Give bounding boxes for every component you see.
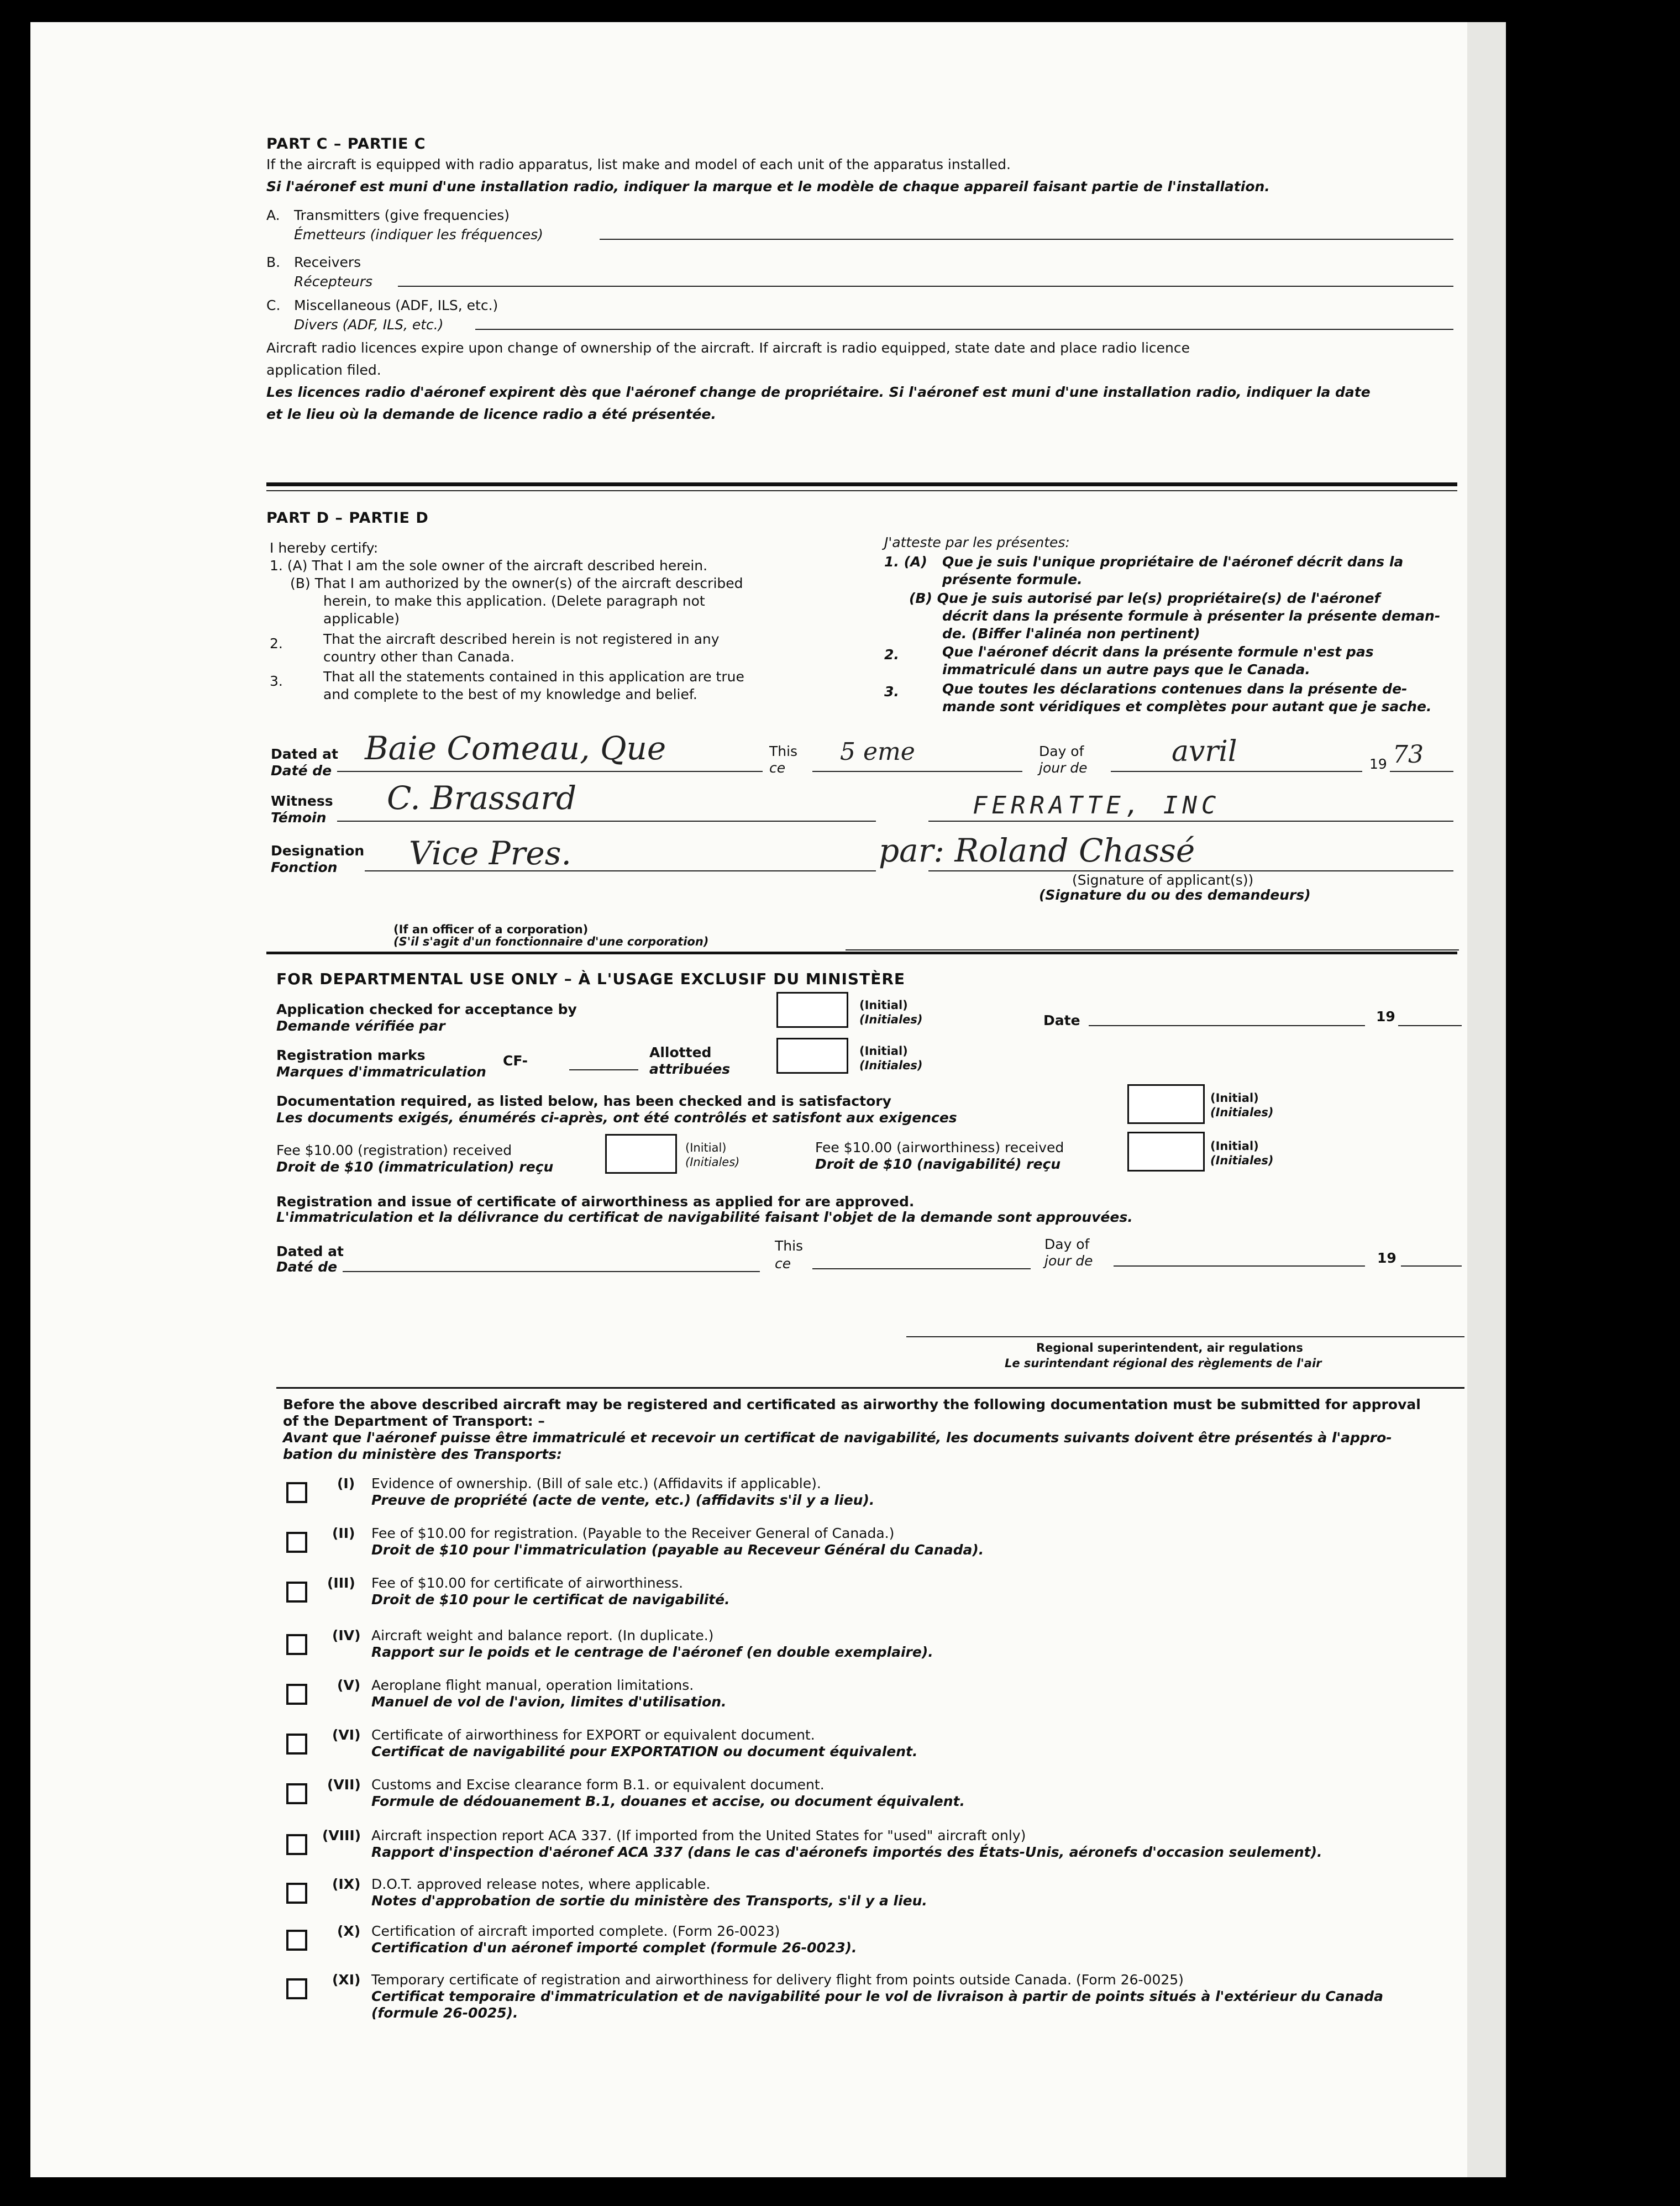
certify-fr-num-1: 1. (A) bbox=[884, 554, 927, 570]
dept-this-label-fr: ce bbox=[775, 1256, 791, 1272]
docs-intro-en-2: of the Department of Transport: – bbox=[283, 1413, 545, 1429]
doc-item-number: (IV) bbox=[332, 1627, 361, 1643]
doc-item-label-fr: Preuve de propriété (acte de vente, etc.) (affidavits s'il y a lieu). bbox=[371, 1492, 875, 1508]
date-label: Date bbox=[1043, 1012, 1080, 1028]
reg-marks-label-fr: Marques d'immatriculation bbox=[276, 1064, 486, 1080]
dept-year-field-2[interactable] bbox=[1401, 1265, 1462, 1267]
year-prefix: 19 bbox=[1369, 756, 1387, 772]
dept-dated-field[interactable] bbox=[343, 1271, 760, 1272]
corporation-divider bbox=[846, 949, 1459, 950]
initial-label-fr-3: (Initiales) bbox=[1210, 1106, 1274, 1119]
officer-note-en: (If an officer of a corporation) bbox=[393, 923, 589, 936]
doc-item-number: (III) bbox=[327, 1575, 355, 1591]
dept-year-prefix-2: 19 bbox=[1377, 1250, 1397, 1266]
certify-fr-7: immatriculé dans un autre pays que le Canada. bbox=[942, 661, 1310, 677]
doc-item-checkbox[interactable] bbox=[286, 1930, 307, 1951]
transmitters-field[interactable] bbox=[600, 239, 1453, 240]
officer-note-fr: (S'il s'agit d'un fonctionnaire d'une corporation) bbox=[393, 935, 709, 948]
month-value: avril bbox=[1172, 735, 1237, 768]
app-checked-label-fr: Demande vérifiée par bbox=[276, 1018, 445, 1034]
dept-dated-label-en: Dated at bbox=[276, 1243, 344, 1259]
misc-field[interactable] bbox=[475, 329, 1453, 330]
certify-fr-num-3: 3. bbox=[884, 684, 899, 700]
licence-note-fr-1: Les licences radio d'aéronef expirent dès que l'aéronef change de propriétaire. Si l'aéronef est muni d'une installation radio, indiquer la date bbox=[266, 384, 1371, 400]
doc-req-label-fr: Les documents exigés, énumérés ci-après, ont été contrôlés et satisfont aux exigences bbox=[276, 1110, 957, 1126]
doc-item-number: (VII) bbox=[327, 1777, 361, 1793]
year-field[interactable] bbox=[1390, 771, 1453, 772]
doc-item-label-en: Customs and Excise clearance form B.1. or equivalent document. bbox=[371, 1777, 825, 1793]
certify-en-8: and complete to the best of my knowledge and belief. bbox=[323, 686, 697, 702]
docs-intro-en-1: Before the above described aircraft may be registered and certificated as airworthy the following documentation must be submitted for approval bbox=[283, 1396, 1421, 1412]
transmitters-label-fr: Émetteurs (indiquer les fréquences) bbox=[294, 227, 543, 243]
licence-note-en-2: application filed. bbox=[266, 362, 381, 378]
doc-item-label-fr: Manuel de vol de l'avion, limites d'utilisation. bbox=[371, 1694, 727, 1710]
misc-label-en: Miscellaneous (ADF, ILS, etc.) bbox=[294, 297, 498, 313]
witness-field[interactable] bbox=[337, 821, 876, 822]
reg-marks-label-en: Registration marks bbox=[276, 1047, 426, 1063]
doc-item-number: (IX) bbox=[332, 1876, 361, 1892]
certify-fr-4: décrit dans la présente formule à présenter la présente deman- bbox=[942, 608, 1441, 624]
doc-item-label-en: Evidence of ownership. (Bill of sale etc.) (Affidavits if applicable). bbox=[371, 1475, 821, 1491]
certify-fr-1: Que je suis l'unique propriétaire de l'aéronef décrit dans la bbox=[942, 554, 1404, 570]
doc-item-label-fr: Notes d'approbation de sortie du ministère des Transports, s'il y a lieu. bbox=[371, 1893, 927, 1909]
dept-heading: FOR DEPARTMENTAL USE ONLY – À L'USAGE EXCLUSIF DU MINISTÈRE bbox=[276, 970, 906, 988]
doc-req-initial-box[interactable] bbox=[1127, 1084, 1205, 1124]
certify-en-0: I hereby certify: bbox=[270, 540, 379, 556]
app-checked-initial-box[interactable] bbox=[776, 992, 848, 1028]
licence-note-en-1: Aircraft radio licences expire upon change of ownership of the aircraft. If aircraft is radio equipped, state date and place radio licence bbox=[266, 340, 1190, 356]
fee-air-label-fr: Droit de $10 (navigabilité) reçu bbox=[815, 1156, 1061, 1172]
dept-dated-label-fr: Daté de bbox=[276, 1259, 338, 1275]
day-field[interactable] bbox=[812, 771, 1022, 772]
dept-month-field[interactable] bbox=[1114, 1265, 1365, 1267]
initial-label-fr-4: (Initiales) bbox=[685, 1155, 740, 1169]
certify-fr-0: J'atteste par les présentes: bbox=[884, 534, 1070, 550]
initial-label-en-4: (Initial) bbox=[685, 1141, 727, 1154]
doc-item-label-en: Fee of $10.00 for certificate of airworthiness. bbox=[371, 1575, 684, 1591]
signature-field[interactable] bbox=[928, 870, 1453, 871]
witness-label-fr: Témoin bbox=[271, 810, 327, 826]
dated-at-label-en: Dated at bbox=[271, 746, 338, 762]
doc-item-checkbox[interactable] bbox=[286, 1834, 307, 1855]
fee-reg-initial-box[interactable] bbox=[605, 1134, 677, 1174]
month-field[interactable] bbox=[1111, 771, 1362, 772]
part-c-intro-en: If the aircraft is equipped with radio apparatus, list make and model of each unit of the apparatus installed. bbox=[266, 156, 1011, 172]
designation-field[interactable] bbox=[365, 870, 876, 871]
certify-en-1: 1. (A) That I am the sole owner of the aircraft described herein. bbox=[270, 558, 708, 574]
doc-item-label-fr: Rapport sur le poids et le centrage de l'aéronef (en double exemplaire). bbox=[371, 1644, 933, 1660]
dated-at-label-fr: Daté de bbox=[271, 763, 332, 779]
docs-intro-fr-2: bation du ministère des Transports: bbox=[283, 1446, 562, 1462]
doc-item-label-fr: Droit de $10 pour l'immatriculation (payable au Receveur Général du Canada). bbox=[371, 1542, 984, 1558]
witness-value: C. Brassard bbox=[387, 779, 577, 817]
designation-label-en: Designation bbox=[271, 843, 365, 859]
dated-at-value: Baie Comeau, Que bbox=[365, 729, 666, 767]
superintendent-label-en: Regional superintendent, air regulations bbox=[1036, 1341, 1303, 1354]
doc-item-number: (XI) bbox=[332, 1972, 361, 1988]
designation-label-fr: Fonction bbox=[271, 859, 338, 875]
doc-item-label-en: Certificate of airworthiness for EXPORT or equivalent document. bbox=[371, 1727, 815, 1743]
section-divider-thin bbox=[266, 490, 1457, 491]
doc-item-label-fr: Formule de dédouanement B.1, douanes et accise, ou document équivalent. bbox=[371, 1793, 965, 1809]
app-checked-label-en: Application checked for acceptance by bbox=[276, 1001, 577, 1017]
dept-day-field[interactable] bbox=[812, 1268, 1031, 1269]
fee-air-initial-box[interactable] bbox=[1127, 1132, 1205, 1172]
certify-en-num-3: 3. bbox=[270, 673, 283, 689]
part-d-heading: PART D – PARTIE D bbox=[266, 510, 429, 527]
dept-year-prefix: 19 bbox=[1376, 1009, 1395, 1025]
initial-label-fr-1: (Initiales) bbox=[859, 1013, 923, 1026]
doc-item-label-fr: Certification d'un aéronef importé complet (formule 26-0023). bbox=[371, 1940, 857, 1956]
certify-en-7: That all the statements contained in this application are true bbox=[323, 669, 744, 685]
doc-req-label-en: Documentation required, as listed below, has been checked and is satisfactory bbox=[276, 1093, 891, 1109]
dept-year-field[interactable] bbox=[1398, 1025, 1462, 1026]
superintendent-signature-field[interactable] bbox=[906, 1336, 1464, 1337]
doc-item-label-en: D.O.T. approved release notes, where applicable. bbox=[371, 1876, 711, 1892]
approve-label-en: Registration and issue of certificate of airworthiness as applied for are approved. bbox=[276, 1194, 915, 1210]
doc-item-number: (I) bbox=[337, 1475, 355, 1491]
licence-note-fr-2: et le lieu où la demande de licence radio a été présentée. bbox=[266, 406, 716, 422]
receivers-label-en: Receivers bbox=[294, 254, 361, 270]
dept-date-field[interactable] bbox=[1089, 1025, 1365, 1026]
doc-item-checkbox[interactable] bbox=[286, 1582, 307, 1603]
certify-en-2: (B) That I am authorized by the owner(s) of the aircraft described bbox=[290, 575, 743, 591]
doc-item-label-en: Fee of $10.00 for registration. (Payable to the Receiver General of Canada.) bbox=[371, 1525, 895, 1541]
signature-label-fr: (Signature du ou des demandeurs) bbox=[1039, 887, 1311, 903]
page-edge bbox=[1467, 22, 1506, 2177]
fee-air-label-en: Fee $10.00 (airworthiness) received bbox=[815, 1139, 1064, 1155]
certify-fr-2: présente formule. bbox=[942, 571, 1083, 587]
section-divider bbox=[266, 482, 1457, 486]
initial-label-fr-2: (Initiales) bbox=[859, 1059, 923, 1072]
certify-fr-5: de. (Biffer l'alinéa non pertinent) bbox=[942, 626, 1200, 642]
doc-item-label-fr: Certificat temporaire d'immatriculation et de navigabilité pour le vol de livraison à partir de points situés à l'extérieur du Canada bbox=[371, 1988, 1384, 2004]
doc-item-label-fr: Rapport d'inspection d'aéronef ACA 337 (dans le cas d'aéronefs importés des États-Unis, aéronefs d'occasion seulement). bbox=[371, 1844, 1322, 1860]
item-letter-c: C. bbox=[266, 297, 281, 313]
part-c-heading: PART C – PARTIE C bbox=[266, 135, 426, 153]
certify-en-3: herein, to make this application. (Delete paragraph not bbox=[323, 593, 705, 609]
certify-en-6: country other than Canada. bbox=[323, 649, 514, 665]
reg-marks-initial-box[interactable] bbox=[776, 1038, 848, 1074]
allotted-label-en: Allotted bbox=[649, 1044, 712, 1060]
day-value: 5 eme bbox=[840, 738, 915, 766]
company-field[interactable] bbox=[928, 821, 1453, 822]
day-of-label-en: Day of bbox=[1039, 743, 1084, 759]
dated-at-field[interactable] bbox=[337, 771, 763, 772]
doc-item-label-en: Aircraft inspection report ACA 337. (If imported from the United States for "used" aircraft only) bbox=[371, 1827, 1026, 1843]
doc-item-label-en: Temporary certificate of registration and airworthiness for delivery flight from points outside Canada. (Form 26-0025) bbox=[371, 1972, 1184, 1988]
doc-item-label-en: Aircraft weight and balance report. (In duplicate.) bbox=[371, 1627, 714, 1643]
doc-item-label-fr: Droit de $10 pour le certificat de navigabilité. bbox=[371, 1592, 730, 1608]
designation-value: Vice Pres. bbox=[409, 834, 571, 872]
initial-label-en-2: (Initial) bbox=[859, 1044, 908, 1058]
doc-item-checkbox[interactable] bbox=[286, 1684, 307, 1705]
approve-label-fr: L'immatriculation et la délivrance du certificat de navigabilité faisant l'objet de la demande sont approuvées. bbox=[276, 1209, 1133, 1225]
certify-fr-6: Que l'aéronef décrit dans la présente formule n'est pas bbox=[942, 644, 1374, 660]
certify-en-4: applicable) bbox=[323, 611, 400, 627]
certify-fr-3: (B) Que je suis autorisé par le(s) propriétaire(s) de l'aéronef bbox=[909, 590, 1380, 606]
dept-this-label-en: This bbox=[775, 1238, 804, 1254]
receivers-label-fr: Récepteurs bbox=[294, 274, 373, 290]
item-letter-a: A. bbox=[266, 207, 280, 223]
certify-fr-8: Que toutes les déclarations contenues dans la présente de- bbox=[942, 681, 1408, 697]
doc-item-checkbox[interactable] bbox=[286, 1783, 307, 1804]
dept-day-of-label-fr: jour de bbox=[1044, 1253, 1093, 1269]
doc-item-label-fr: Certificat de navigabilité pour EXPORTATION ou document équivalent. bbox=[371, 1743, 918, 1759]
certify-fr-9: mande sont véridiques et complètes pour autant que je sache. bbox=[942, 698, 1432, 715]
item-letter-b: B. bbox=[266, 254, 281, 270]
part-c-intro-fr: Si l'aéronef est muni d'une installation radio, indiquer la marque et le modèle de chaque appareil faisant partie de l'installation. bbox=[266, 178, 1270, 195]
docs-divider bbox=[276, 1387, 1464, 1389]
fee-reg-label-en: Fee $10.00 (registration) received bbox=[276, 1142, 512, 1158]
doc-item-checkbox[interactable] bbox=[286, 1532, 307, 1553]
certify-en-5: That the aircraft described herein is not registered in any bbox=[323, 631, 720, 647]
doc-item-checkbox[interactable] bbox=[286, 1734, 307, 1755]
doc-item-label-fr-cont: (formule 26-0025). bbox=[371, 2005, 518, 2021]
this-label-fr: ce bbox=[769, 760, 786, 776]
initial-label-en-3: (Initial) bbox=[1210, 1091, 1259, 1105]
doc-item-number: (VI) bbox=[332, 1727, 361, 1743]
allotted-label-fr: attribuées bbox=[649, 1061, 731, 1077]
doc-item-number: (X) bbox=[337, 1923, 361, 1939]
misc-label-fr: Divers (ADF, ILS, etc.) bbox=[294, 317, 444, 333]
this-label-en: This bbox=[769, 743, 798, 759]
cf-prefix: CF- bbox=[503, 1053, 528, 1069]
transmitters-label-en: Transmitters (give frequencies) bbox=[294, 207, 510, 223]
doc-item-label-en: Certification of aircraft imported complete. (Form 26-0023) bbox=[371, 1923, 780, 1939]
signature-label-en: (Signature of applicant(s)) bbox=[1072, 872, 1254, 888]
certify-en-num-2: 2. bbox=[270, 635, 283, 652]
doc-item-number: (V) bbox=[337, 1677, 361, 1693]
superintendent-label-fr: Le surintendant régional des règlements de l'air bbox=[1005, 1357, 1322, 1370]
doc-item-checkbox[interactable] bbox=[286, 1482, 307, 1503]
reg-marks-field[interactable] bbox=[569, 1069, 638, 1070]
receivers-field[interactable] bbox=[398, 286, 1453, 287]
company-name-value: FERRATTE, INC bbox=[973, 791, 1221, 820]
docs-intro-fr-1: Avant que l'aéronef puisse être immatriculé et recevoir un certificat de navigabilité, les documents suivants doivent être présentés à l'appro- bbox=[283, 1430, 1392, 1446]
doc-item-checkbox[interactable] bbox=[286, 1634, 307, 1655]
dept-divider bbox=[266, 952, 1457, 954]
doc-item-number: (II) bbox=[332, 1525, 355, 1541]
witness-label-en: Witness bbox=[271, 793, 333, 809]
day-of-label-fr: jour de bbox=[1039, 760, 1088, 776]
fee-reg-label-fr: Droit de $10 (immatriculation) reçu bbox=[276, 1159, 554, 1175]
certify-fr-num-2: 2. bbox=[884, 647, 899, 663]
doc-item-checkbox[interactable] bbox=[286, 1883, 307, 1904]
initial-label-en-5: (Initial) bbox=[1210, 1139, 1259, 1153]
doc-item-number: (VIII) bbox=[322, 1827, 361, 1843]
initial-label-fr-5: (Initiales) bbox=[1210, 1154, 1274, 1167]
doc-item-checkbox[interactable] bbox=[286, 1978, 307, 1999]
dept-day-of-label-en: Day of bbox=[1044, 1236, 1090, 1252]
doc-item-label-en: Aeroplane flight manual, operation limitations. bbox=[371, 1677, 694, 1693]
signature-value: par: Roland Chassé bbox=[879, 832, 1195, 869]
year-value: 73 bbox=[1393, 740, 1424, 769]
initial-label-en-1: (Initial) bbox=[859, 999, 908, 1012]
